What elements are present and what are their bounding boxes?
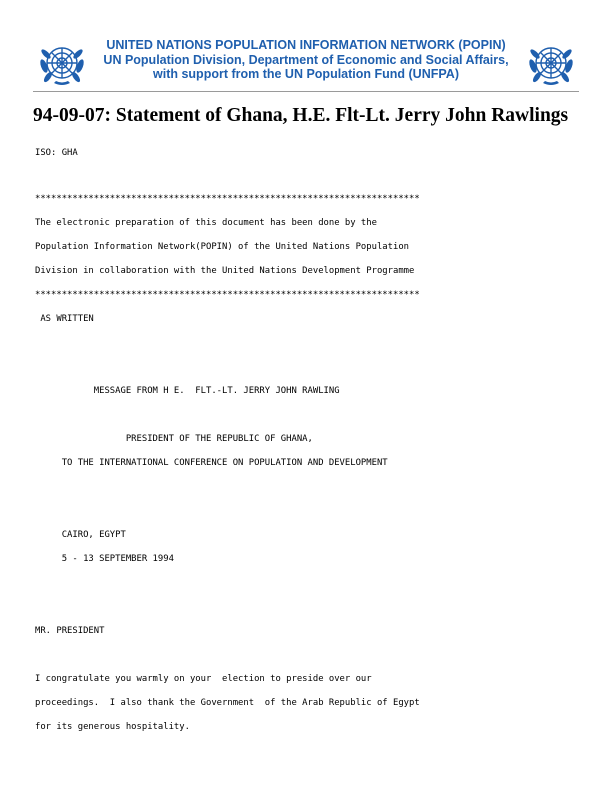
body-line: proceedings. I also thank the Government of the Arab Republic of Egypt (35, 698, 420, 708)
location-line: CAIRO, EGYPT (35, 530, 126, 540)
popin-header-text (92, 38, 520, 82)
un-emblem-icon (526, 38, 576, 88)
message-heading: TO THE INTERNATIONAL CONFERENCE ON POPULATION AND DEVELOPMENT (35, 458, 388, 468)
body-line: The electronic preparation of this document has been done by the (35, 218, 377, 228)
separator-line: ************************************************************************ (35, 290, 420, 300)
salutation-line: MR. PRESIDENT (35, 626, 105, 636)
header-line-1: UNITED NATIONS POPULATION INFORMATION NETWORK (POPIN) (106, 38, 506, 52)
header-divider (33, 91, 579, 92)
iso-code-line: ISO: GHA (35, 148, 78, 158)
message-heading: MESSAGE FROM H E. FLT.-LT. JERRY JOHN RAWLING (35, 386, 340, 396)
as-written-note: AS WRITTEN (35, 314, 94, 324)
page-title: 94-09-07: Statement of Ghana, H.E. Flt-Lt. Jerry John Rawlings (33, 105, 569, 126)
body-line: Division in collaboration with the United Nations Development Programme (35, 266, 415, 276)
body-line: Population Information Network(POPIN) of the United Nations Population (35, 242, 410, 252)
body-line: for its generous hospitality. (35, 722, 190, 732)
date-line: 5 - 13 SEPTEMBER 1994 (35, 554, 174, 564)
body-line: I congratulate you warmly on your election to preside over our (35, 674, 372, 684)
separator-line: ************************************************************************ (35, 194, 420, 204)
header-line-2: UN Population Division, Department of Economic and Social Affairs, (103, 52, 509, 67)
popin-header (0, 36, 612, 88)
message-heading: PRESIDENT OF THE REPUBLIC OF GHANA, (35, 434, 313, 444)
un-emblem-icon (37, 38, 87, 88)
header-line-3: with support from the UN Population Fund (UNFPA) (153, 67, 459, 81)
